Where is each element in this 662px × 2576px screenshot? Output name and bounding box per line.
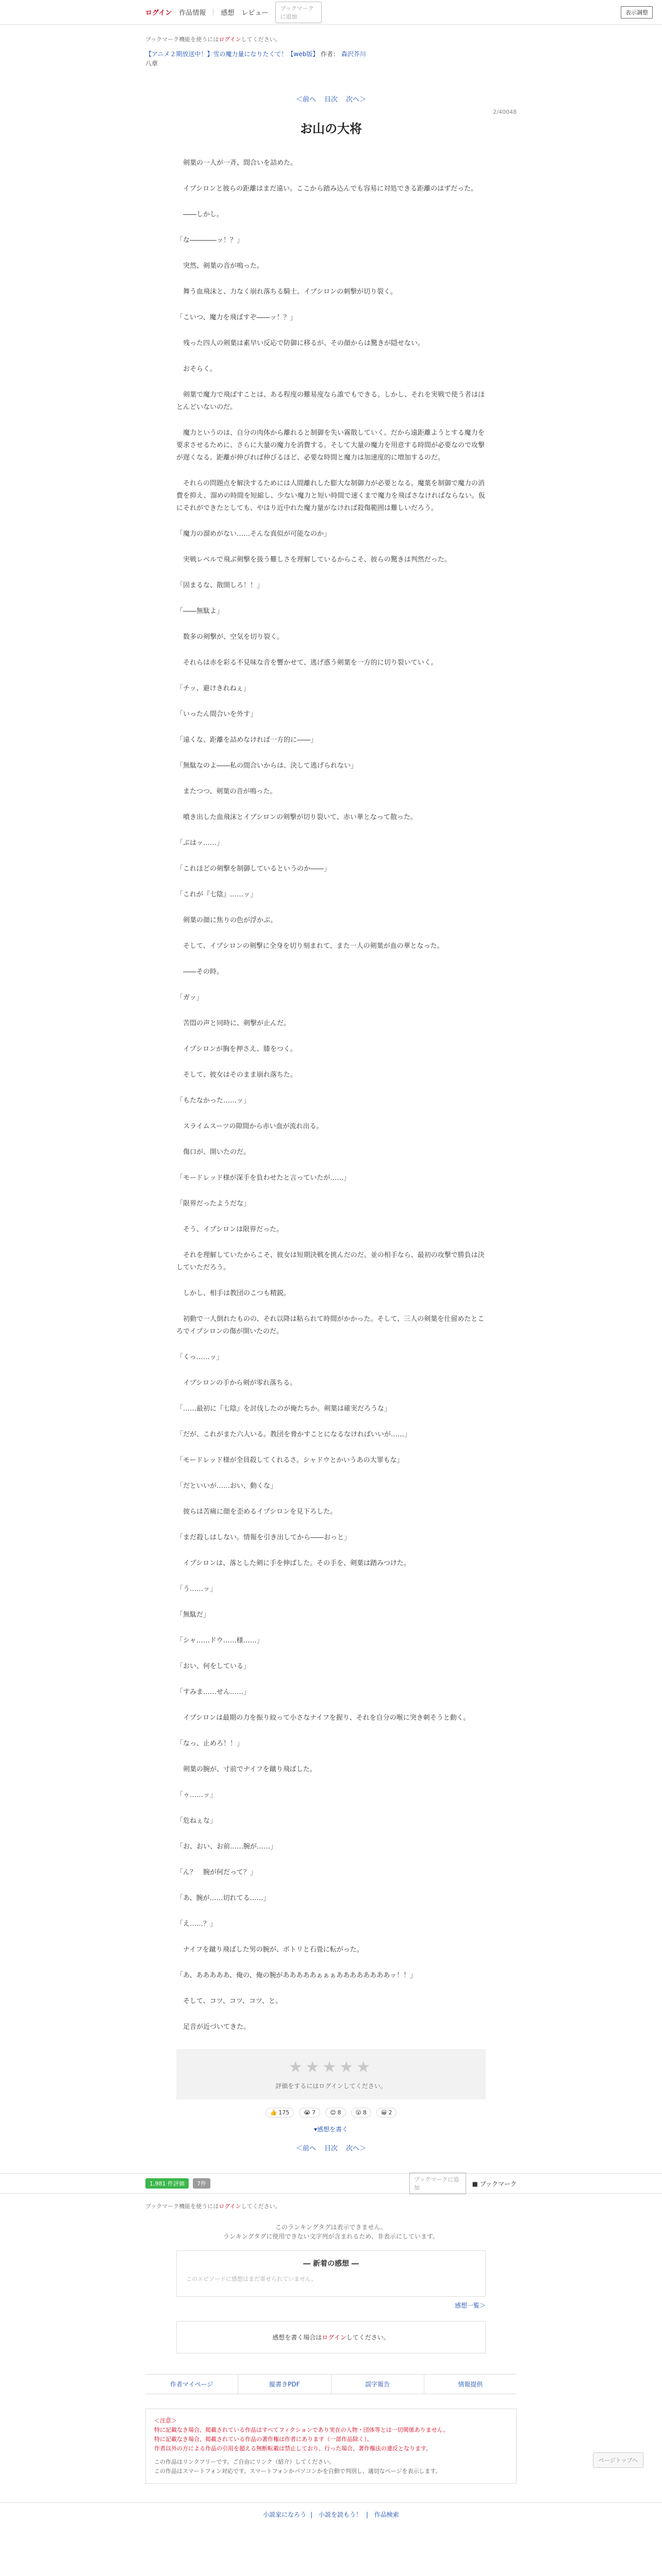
reaction-button[interactable]: [351, 2108, 371, 2117]
body-paragraph: 「う……ッ」: [176, 1585, 217, 1593]
body-paragraph: 「もたなかった……ッ」: [176, 1097, 251, 1105]
body-paragraph: 「モードレッド様が全員殺してくれるさ。シャドウとかいうあの大罪もな」: [176, 1456, 404, 1464]
body-paragraph: イプシロンの手から剣が零れ落ちる。: [176, 1379, 297, 1387]
notice-login-link[interactable]: ログイン: [219, 2203, 241, 2210]
display-settings-button[interactable]: 表示調整: [621, 6, 653, 19]
series-title: 【アニメ２期放送中！】雪の魔力量になりたくて！【web版】 作者： 森沢芥川 八章: [145, 50, 366, 67]
body-paragraph: 彼らは苦痛に顔を歪めるイプシロンを見下ろした。: [176, 1508, 337, 1516]
toc-link[interactable]: 目次: [324, 2145, 338, 2153]
body-paragraph: 突然、剣葉の音が鳴った。: [176, 262, 264, 270]
reaction-list: [145, 2108, 517, 2117]
toc-link[interactable]: 目次: [324, 96, 338, 104]
body-paragraph: 「魔力の溜めがない……そんな真似が可能なのか」: [176, 530, 331, 538]
comment-count-badge: 7件: [193, 2178, 210, 2189]
info-submit-link[interactable]: 情報提供: [458, 2381, 483, 2388]
body-paragraph: イプシロンは、落とした剣に手を伸ばした。その手を、剣葉は踏みつけた。: [176, 1560, 410, 1567]
author-links-row: [145, 2374, 517, 2394]
evaluation-note: 評価をするにはログインしてください。: [275, 2082, 387, 2090]
body-paragraph: 実戦レベルで飛ぶ剣撃を扱う難しさを理解しているからこそ、彼らの驚きは判然だった。: [176, 556, 451, 564]
body-paragraph: それらの問題点を解決するためには人間離れした膨大な制御力が必要となる。魔葉を制御で魔力の消費を抑え、溜めの時間を短縮し、少ない魔力と短い時間で速くまで魔力を飛ばさなければならない。仮にそれができたとしても、やはり近中れた魔力量がなければ殺傷範囲は難しいだろう。: [176, 480, 485, 512]
reaction-count: 2: [388, 2109, 392, 2116]
body-paragraph: 「お、おい、お前……腕が……」: [176, 1843, 277, 1851]
body-paragraph: ――その時。: [176, 968, 224, 976]
body-paragraph: それを理解していたからこそ、彼女は短期決戦を挑んだのだ。並の相手なら、最初の攻撃で勝負は決していただろう。: [176, 1251, 485, 1272]
main-content: [145, 35, 517, 2153]
body-paragraph: 「ゥ……ッ」: [176, 1791, 217, 1799]
body-paragraph: 「だといいが……おい、動くな」: [176, 1482, 277, 1490]
body-paragraph: イプシロンと彼らの距離はまだ遠い。ここから踏み込んでも容易に対処できる距離のはずだった。: [176, 185, 478, 193]
body-paragraph: 「これほどの剣撃を制御しているというのか――」: [176, 865, 331, 873]
bookmark-add-input[interactable]: ブックマークに追加: [409, 2173, 466, 2194]
body-paragraph: 足音が近づいてきた。: [176, 2023, 251, 2031]
body-paragraph: 舞う血飛沫と、力なく崩れ落ちる騎士。イプシロンの刺撃が切り裂く。: [176, 288, 397, 296]
body-paragraph: おそらく。: [176, 365, 217, 373]
body-paragraph: 「無駄なのよ――私の間合いからは、決して逃げられない」: [176, 762, 358, 770]
impressions-title: ― 新着の感想 ―: [303, 2260, 359, 2268]
body-paragraph: 苦悶の声と同時に、剣撃が止んだ。: [176, 1020, 291, 1027]
body-paragraph: 「ん？ 腕が何だって？」: [176, 1869, 257, 1876]
impression-login-box: 感想を書く場合はログインしてください。: [176, 2321, 486, 2353]
write-impression-link[interactable]: ▾感想を書く: [313, 2126, 349, 2133]
next-link[interactable]: 次へ＞: [346, 2145, 367, 2153]
body-paragraph: またつつ、剣葉の音が鳴った。: [176, 788, 277, 795]
evaluation-box: [176, 2049, 486, 2099]
works-info-link[interactable]: 作品情報: [179, 9, 206, 17]
body-paragraph: 「あ、腕が……切れてる……」: [176, 1894, 270, 1902]
body-paragraph: 「な――――ッ！？」: [176, 236, 244, 244]
impressions-empty: このエピソードに感想はまだ寄せられていません。: [186, 2276, 317, 2282]
caution-box: ＜注意＞ 特に記載なき場合、掲載されている作品はすべてフィクションであり実在の人物・団体等とは一切関係ありません。 特に記載なき場合、掲載されている作品の著作権は作者にあります（一部作品除く）。 作者以外の方による作品の引用を超える無断転載は禁止しており、行った場合、著作権法の違反となります。 この作品はリンクフリーです。ご自由にリンク（紹介）してください。 この作品はスマートフォン対応です。スマートフォンかパソコンかを自動で判別し、適切なページを表示します。: [145, 2409, 517, 2484]
top-pager: [145, 94, 517, 104]
reaction-icon: 😊: [330, 2109, 336, 2116]
site-header: [0, 0, 662, 25]
chapter-label: 八章: [145, 60, 158, 67]
reaction-count: 7: [312, 2109, 316, 2116]
body-paragraph: 「だが、これがまた六人いる。教団を脅かすことになるなければいいが……」: [176, 1431, 411, 1438]
site-footer: 小説家になろう | 小説を読もう！ | 作品検索: [0, 2502, 662, 2519]
body-paragraph: 剣葉の一人が一斉、間合いを詰めた。: [176, 159, 297, 167]
body-paragraph: 「すみま……せん……」: [176, 1688, 251, 1696]
reaction-button[interactable]: [299, 2108, 320, 2117]
body-paragraph: 「シャ……ドウ……様……」: [176, 1637, 263, 1645]
notice-login-link[interactable]: ログイン: [219, 36, 241, 43]
star-rating[interactable]: ★★★★★: [288, 2058, 374, 2076]
body-paragraph: しかし、相手は教団のこつも精鋭。: [176, 1290, 290, 1297]
body-paragraph: ナイフを蹴り飛ばした男の腕が、ポトリと石畳に転がった。: [176, 1946, 363, 1954]
prev-link[interactable]: ＜前へ: [295, 96, 316, 104]
body-paragraph: 傷口が、開いたのだ。: [176, 1148, 251, 1156]
page-top-button[interactable]: ページトップへ: [593, 2452, 643, 2468]
reaction-icon: 😮: [355, 2109, 362, 2116]
body-paragraph: 剣葉の顔に焦りの色が浮かぶ。: [176, 917, 277, 924]
body-paragraph: そして、イプシロンの剣撃に全身を切り刻まれて、また一人の剣葉が血の華となった。: [176, 942, 444, 950]
body-paragraph: 「モードレッド様が深手を負わせたと言っていたが……」: [176, 1174, 351, 1182]
prev-link[interactable]: ＜前へ: [295, 2145, 316, 2153]
reaction-button[interactable]: [266, 2108, 294, 2117]
reviews-link[interactable]: レビュー: [241, 9, 269, 17]
body-paragraph: 「遠くな、距離を詰めなければ一方的に――」: [176, 736, 318, 744]
reaction-icon: 😀: [381, 2109, 387, 2116]
body-paragraph: 「まだ殺しはしない。情報を引き出してから――おっと」: [176, 1534, 351, 1541]
bookmark-button[interactable]: ■ ブックマーク: [472, 2180, 517, 2188]
body-paragraph: 「限界だったようだな」: [176, 1200, 251, 1208]
body-paragraph: 魔力というのは、自分の肉体から離れると制御を失い霧散していく。だから遠距離ようとする魔力を要求させるために、さらに大量の魔力を消費する。そして大量の魔力を用意する時間が必要なので攻撃が遅くなる。距離が伸びれば伸びるほど、必要な時間と魔力は加速度的に増加するのだ。: [176, 429, 485, 462]
body-paragraph: イプシロンが胸を押さえ、膝をつく。: [176, 1045, 297, 1053]
new-impressions-box: [176, 2250, 486, 2297]
body-paragraph: 「いったん間合いを外す」: [176, 710, 257, 718]
ranking-tag-note: このランキングタグは表示できません。 ランキングタグに使用できない文字列が含まれるため、非表示にしています。: [223, 2224, 439, 2240]
body-paragraph: 数多の剣撃が、空気を切り裂く。: [176, 633, 284, 641]
reaction-icon: 😭: [304, 2109, 311, 2116]
bookmark-add-input[interactable]: ブックマークに追加: [275, 2, 322, 23]
page-number: 2/40048: [493, 109, 517, 115]
typo-report-link[interactable]: 誤字報告: [332, 2375, 424, 2394]
body-paragraph: そして、彼女はそのまま崩れ落ちた。: [176, 1071, 297, 1079]
reaction-count: 175: [278, 2109, 290, 2116]
rating-count-badge: 1,981 件評価: [145, 2178, 189, 2189]
body-paragraph: 「ぶはッ……」: [176, 839, 224, 847]
bottom-toolbar: [0, 2173, 662, 2194]
reaction-count: 8: [337, 2109, 341, 2116]
series-title-link[interactable]: 【アニメ２期放送中！】雪の魔力量になりたくて！【web版】: [145, 50, 319, 58]
impressions-link[interactable]: 感想: [221, 9, 235, 17]
body-paragraph: 剣葉で魔力で飛ばすことは、ある程度の難易度なら誰でもできる。しかし、それを実戦で使う者はほとんどいないのだ。: [176, 391, 485, 411]
body-paragraph: 残った四人の剣葉は素早い反応で防御に移るが、その顔からは驚きが隠せない。: [176, 340, 425, 347]
body-paragraph: 噴き出した血飛沫とイプシロンの剣撃が切り裂いて、赤い華となって散った。: [176, 814, 417, 821]
body-paragraph: 「……最初に『七陰』を討伐したのが俺たちか。剣葉は確実だろうな」: [176, 1405, 391, 1413]
impressions-more-link[interactable]: 感想一覧＞: [454, 2302, 486, 2309]
footer-link[interactable]: 小説家になろう: [263, 2511, 307, 2518]
footer-link[interactable]: 作品検索: [374, 2511, 399, 2518]
body-paragraph: 初動で一人倒れたものの、それ以降は粘られて時間がかかった。そして、三人の剣葉を仕留めたところでイプシロンの傷が開いたのだ。: [176, 1315, 485, 1335]
chapter-title: お山の大将: [300, 122, 362, 136]
next-link[interactable]: 次へ＞: [346, 96, 367, 104]
body-paragraph: 「これが『七陰』……ッ」: [176, 891, 257, 899]
body-paragraph: 「え……？」: [176, 1920, 217, 1928]
body-paragraph: 「ガッ」: [176, 994, 203, 1002]
footer-link[interactable]: 小説を読もう！: [318, 2511, 362, 2518]
body-paragraph: そう、イプシロンは限界だった。: [176, 1226, 284, 1233]
body-paragraph: スライムスーツの隙間から赤い血が流れ出る。: [176, 1123, 323, 1130]
bottom-pager: [145, 2143, 517, 2153]
bookmark-login-notice: ブックマーク機能を使うにはログインしてください。: [145, 36, 281, 43]
body-paragraph: そして、コツ、コツ、コツ、と。: [176, 1997, 283, 2005]
body-paragraph: 「あ、あああああ、俺の、俺の腕があああああぁぁぁああああああああッ！！」: [176, 1972, 417, 1979]
body-paragraph: 「おい、何をしている」: [176, 1663, 251, 1670]
login-link[interactable]: ログイン: [145, 9, 172, 17]
body-paragraph: 「なっ、止めろ！！」: [176, 1740, 244, 1748]
reaction-count: 8: [363, 2109, 367, 2116]
body-paragraph: 「こいつ、魔力を飛ばすぞ――ッ！？」: [176, 314, 297, 321]
body-paragraph: それらは赤を彩る不見味な音を響かせて、逃げ惑う剣葉を一方的に切り裂いていく。: [176, 659, 438, 667]
novel-body: [176, 157, 486, 2033]
body-paragraph: ――しかし。: [176, 211, 224, 218]
body-paragraph: 「固まるな、散開しろ！！」: [176, 582, 264, 589]
bookmark-login-notice-bottom: ブックマーク機能を使うにはログインしてください。: [145, 2203, 281, 2210]
reaction-button[interactable]: [325, 2108, 345, 2117]
reaction-button[interactable]: [376, 2108, 396, 2117]
vertical-pdf-link[interactable]: 縦書きPDF: [238, 2375, 331, 2394]
body-paragraph: イプシロンは最期の力を振り絞って小さなナイフを握り、それを自分の喉に突き刺そうと動く。: [176, 1714, 470, 1722]
author-link[interactable]: 森沢芥川: [341, 50, 366, 58]
body-paragraph: 「無駄だ」: [176, 1611, 210, 1619]
impression-login-link[interactable]: ログイン: [322, 2334, 346, 2341]
body-paragraph: 剣葉の腕が、寸前でナイフを蹴り飛ばした。: [176, 1766, 317, 1773]
body-paragraph: 「くっ……ッ」: [176, 1353, 223, 1361]
body-paragraph: 「危ねぇな」: [176, 1817, 217, 1825]
reaction-icon: 👍: [270, 2109, 277, 2116]
author-mypage-link[interactable]: 作者マイページ: [145, 2375, 238, 2394]
body-paragraph: 「チッ、避けきれねぇ」: [176, 685, 250, 692]
body-paragraph: 「――無駄よ」: [176, 607, 224, 615]
